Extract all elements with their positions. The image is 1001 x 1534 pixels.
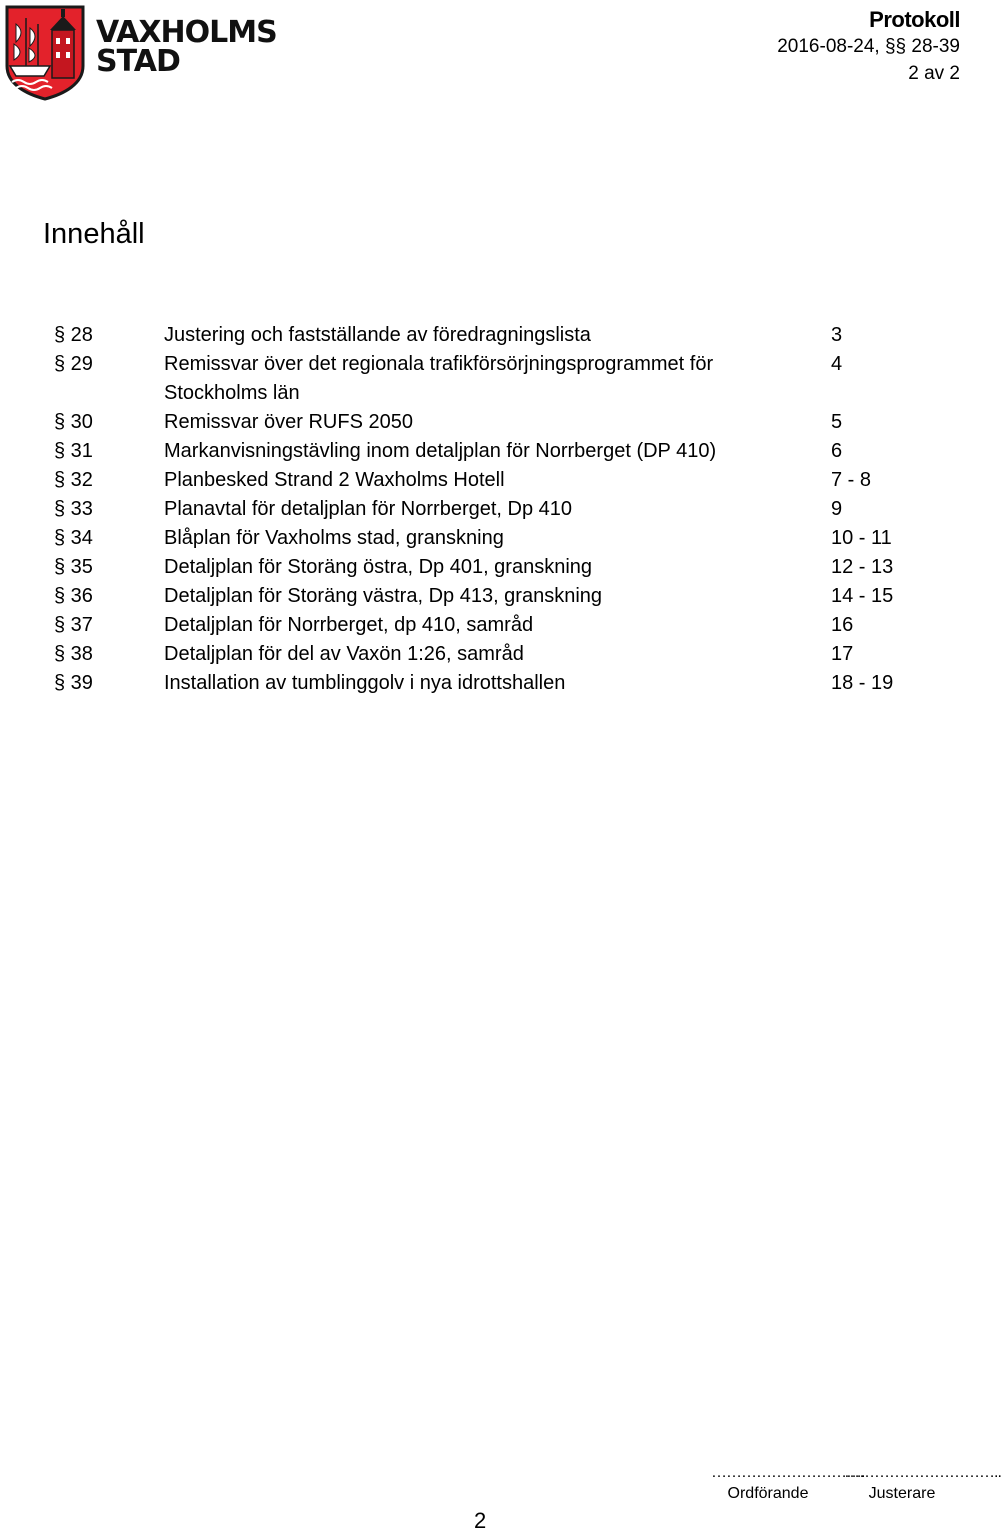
toc-section-number: § 33 xyxy=(54,498,93,520)
signature-line: …………………………. xyxy=(711,1464,865,1481)
toc-item-title: Detaljplan för Storäng västra, Dp 413, granskning xyxy=(164,585,603,607)
logo-text-line-2: STAD xyxy=(96,44,180,79)
logo xyxy=(4,4,277,100)
toc-section-number: § 39 xyxy=(54,672,93,694)
toc-item-title: Markanvisningstävling inom detaljplan för Norrberget (DP 410) xyxy=(164,440,717,462)
toc-page-number: 7 - 8 xyxy=(831,469,872,491)
toc-item-title: Remissvar över det regionala trafikförsörjningsprogrammet för Stockholms län xyxy=(164,353,714,404)
toc-item-title: Installation av tumblinggolv i nya idrottshallen xyxy=(164,672,566,694)
toc-page-number: 6 xyxy=(831,440,843,462)
toc-row xyxy=(54,669,914,698)
logo-text-line-1: VAXHOLMS xyxy=(96,15,277,50)
chairman-signature xyxy=(711,1462,865,1504)
toc-row xyxy=(54,582,914,611)
toc-page-number: 12 - 13 xyxy=(831,556,894,578)
page-number: 2 xyxy=(474,1508,487,1533)
toc-row xyxy=(54,611,914,640)
toc-section-number: § 38 xyxy=(54,643,93,665)
document-header xyxy=(777,6,960,87)
toc-page-number: 4 xyxy=(831,353,843,375)
signature-label: Ordförande xyxy=(727,1485,809,1502)
toc-row xyxy=(54,495,914,524)
toc-section-number: § 34 xyxy=(54,527,93,549)
toc-section-number: § 32 xyxy=(54,469,93,491)
toc-item-title: Planavtal för detaljplan för Norrberget, Dp 410 xyxy=(164,498,573,520)
meeting-date-sections: 2016-08-24, §§ 28-39 xyxy=(777,36,960,57)
toc-page-number: 10 - 11 xyxy=(831,527,892,549)
toc-row xyxy=(54,524,914,553)
contents-heading: Innehåll xyxy=(43,218,145,250)
toc-section-number: § 35 xyxy=(54,556,93,578)
toc-section-number: § 31 xyxy=(54,440,93,462)
toc-page-number: 18 - 19 xyxy=(831,672,894,694)
signature-label: Justerare xyxy=(868,1485,936,1502)
toc-section-number: § 28 xyxy=(54,324,93,346)
toc-section-number: § 30 xyxy=(54,411,93,433)
toc-page-number: 14 - 15 xyxy=(831,585,894,607)
table-of-contents xyxy=(54,321,914,698)
toc-section-number: § 29 xyxy=(54,353,93,375)
toc-item-title: Detaljplan för del av Vaxön 1:26, samråd xyxy=(164,643,524,665)
vaxholm-coat-of-arms-icon xyxy=(4,4,86,100)
toc-row xyxy=(54,553,914,582)
toc-page-number: 9 xyxy=(831,498,843,520)
logo-text xyxy=(96,15,277,79)
toc-section-number: § 37 xyxy=(54,614,93,636)
page-of-count: 2 av 2 xyxy=(908,63,960,84)
toc-item-title: Planbesked Strand 2 Waxholms Hotell xyxy=(164,469,505,491)
toc-item-title: Detaljplan för Norrberget, dp 410, samråd xyxy=(164,614,534,636)
toc-item-title: Blåplan för Vaxholms stad, granskning xyxy=(164,527,504,549)
toc-page-number: 3 xyxy=(831,324,843,346)
toc-row xyxy=(54,321,914,350)
toc-row xyxy=(54,466,914,495)
adjuster-signature xyxy=(844,1462,1001,1504)
toc-item-title: Detaljplan för Storäng östra, Dp 401, granskning xyxy=(164,556,593,578)
toc-row xyxy=(54,408,914,437)
toc-item-title: Justering och fastställande av föredragningslista xyxy=(164,324,591,346)
toc-section-number: § 36 xyxy=(54,585,93,607)
signature-line: ………………………….. xyxy=(844,1464,1001,1481)
toc-page-number: 16 xyxy=(831,614,854,636)
toc-row xyxy=(54,437,914,466)
toc-page-number: 17 xyxy=(831,643,854,665)
toc-item-title: Remissvar över RUFS 2050 xyxy=(164,411,413,433)
document-title: Protokoll xyxy=(869,7,960,32)
toc-row xyxy=(54,640,914,669)
toc-page-number: 5 xyxy=(831,411,843,433)
toc-row xyxy=(54,350,914,408)
